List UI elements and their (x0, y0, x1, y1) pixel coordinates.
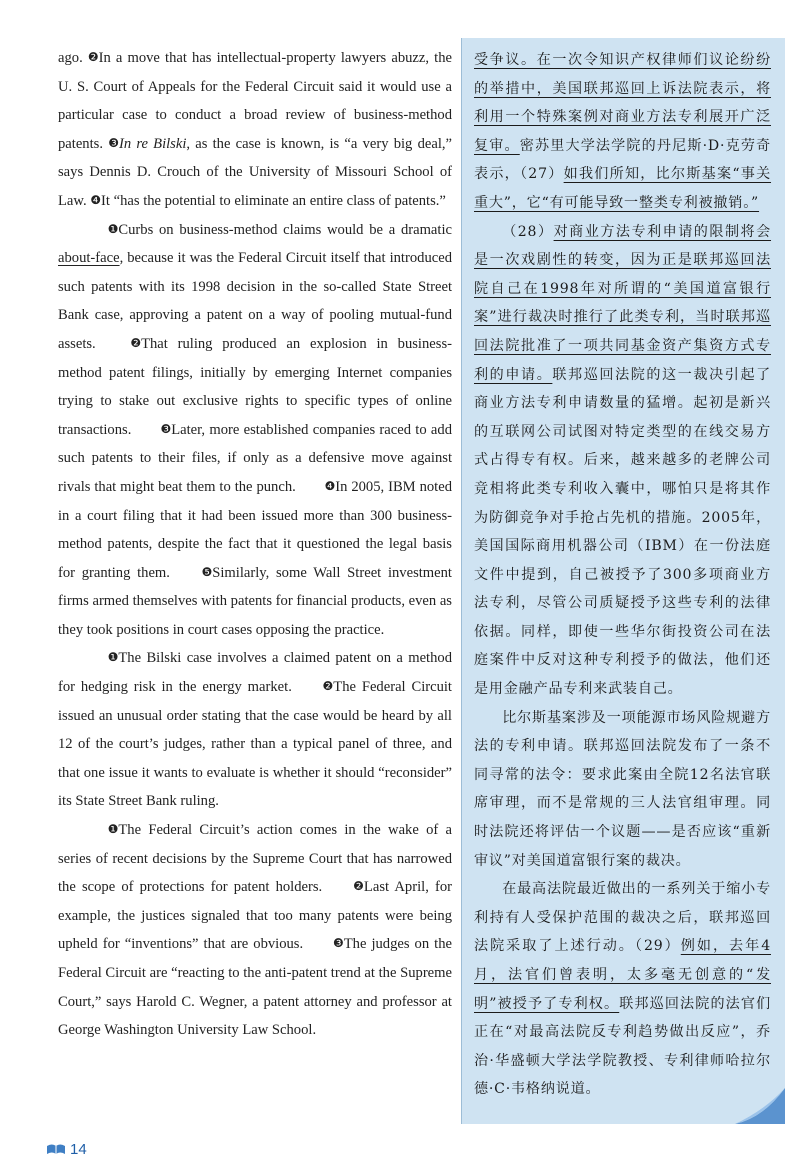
sentence-marker: ❹ (324, 478, 336, 493)
sentence-marker: ❺ (201, 564, 213, 579)
chinese-paragraph-1 (474, 46, 771, 218)
sentence-marker: ❶ (107, 822, 119, 837)
text-run: 联邦巡回法院的法官们正在“对最高法院反专利趋势做出反应”，乔治·华盛顿大学法学院教授、专利律师哈拉尔德·C·韦格纳说道。 (474, 995, 771, 1098)
english-paragraph-4 (58, 816, 452, 1045)
english-paragraph-1 (58, 44, 452, 216)
sentence-marker: ❷ (322, 679, 334, 694)
text-run: The Federal Circuit’s action comes in the wake of a series of recent decisions by the Supreme Court that has narrowed the scope of protections for patent holders. (58, 822, 452, 896)
text-run: （28） (502, 223, 554, 240)
text-run: 联邦巡回法院的这一裁决引起了商业方法专利申请数量的猛增。起初是新兴的互联网公司试图对特定类型的在线交易方式占得专有权。后来，越来越多的老牌公司竞相将此类专利收入囊中，哪怕只是将其作为防御竞争对手抢占先机的措施。2005年，美国国际商用机器公司（IBM）在一份法庭文件中提到，自己被授予了300多项商业方法专利，尽管公司质疑授予这些专利的法律依据。同样，即使一些华尔街投资公司在法庭案件中反对这种专利授予的做法，他们还是用金融产品专利来武装自己。 (474, 366, 772, 698)
text-run: That ruling produced an explosion in business-method patent filings, initially by emerging Internet companies trying to stake out exclusive rights to specific types of online transactions. (58, 335, 452, 438)
text-run: In 2005, IBM noted in a court filing that it had been issued more than 300 business-method patents, despite the fact that it questioned the legal basis for granting them. (58, 478, 453, 581)
text-run: 密苏里大学法学院的丹尼斯·D·克劳奇表示，（27） (474, 137, 771, 183)
text-run: , because it was the Federal Circuit itself that introduced such patents with its 1998 decision in the so-called State Street Bank case, approving a patent on a way of pooling mutual-fund assets. (58, 250, 452, 352)
sentence-marker: ❸ (160, 421, 172, 436)
text-run: The Bilski case involves a claimed patent on a method for hedging risk in the energy market. (58, 650, 452, 696)
underlined-text: 对商业方法专利申请的限制将会是一次戏剧性的转变，因为正是联邦巡回法院自己在1998年对所谓的“美国道富银行案”进行裁决时推行了此类专利，当时联邦巡回法院批准了一项共同基金资产集资方式专利的申请。 (474, 223, 772, 383)
english-paragraph-2 (58, 216, 452, 645)
text-run: Similarly, some Wall Street investment firms armed themselves with patents for financial products, even as they took positions in court cases opposing the practice. (58, 564, 452, 638)
sentence-marker: ❷ (87, 50, 99, 64)
page-curl-decoration (735, 1088, 785, 1124)
text-run: It “has the potential to eliminate an entire class of patents.” (101, 192, 446, 209)
english-column (58, 44, 452, 1045)
sentence-marker: ❸ (332, 936, 344, 951)
chinese-paragraph-4 (474, 875, 771, 1104)
page-number: 14 (70, 1141, 87, 1158)
text-run: The judges on the Federal Circuit are “reacting to the anti-patent trend at the Supreme Court,” says Harold C. Wegner, a patent attorney and professor at George Washington University Law School. (58, 936, 452, 1039)
text-run: ago. (58, 50, 88, 66)
text-run: In a move that has intellectual-property lawyers abuzz, the U. S. Court of Appeals for the Federal Circuit said it would use a particular case to conduct a broad review of business-method patents. (58, 50, 452, 152)
text-run: Curbs on business-method claims would be a dramatic (118, 221, 452, 238)
text-run: 比尔斯基案涉及一项能源市场风险规避方法的专利申请。联邦巡回法院发布了一条不同寻常的法令：要求此案由全院12名法官联席审理，而不是常规的三人法官组审理。同时法院还将评估一个议题——是否应该“重新审议”对美国道富银行案的裁决。 (474, 709, 771, 869)
sentence-marker: ❷ (130, 335, 142, 350)
page-footer (46, 1141, 87, 1158)
sentence-marker: ❷ (353, 879, 364, 894)
text-run: 在最高法院最近做出的一系列关于缩小专利持有人受保护范围的裁决之后，联邦巡回法院采取了上述行动。（29） (474, 881, 771, 955)
underlined-text: 受争议。在一次令知识产权律师们议论纷纷的举措中，美国联邦巡回上诉法院表示，将利用一个特殊案例对商业方法专利展开广泛复审。 (474, 52, 771, 154)
underlined-text: 例如，去年4月，法官们曾表明，太多毫无创意的“发明”被授予了专利权。 (474, 938, 771, 1012)
underlined-text: about-face (58, 250, 120, 267)
book-icon (46, 1143, 66, 1157)
text-run: Last April, for example, the justices signaled that too many patents were being upheld for “inventions” that are obvious. (58, 879, 452, 953)
sentence-marker: ❶ (107, 221, 119, 236)
sentence-marker: ❹ (90, 192, 102, 207)
chinese-translation-panel (461, 38, 785, 1124)
sentence-marker: ❶ (107, 650, 119, 665)
chinese-paragraph-2 (474, 218, 771, 704)
text-run: Later, more established companies raced to add such patents to their files, if only as a defensive move against rivals that might beat them to the punch. (58, 421, 452, 495)
underlined-text: 如我们所知，比尔斯基案“事关重大”，它“有可能导致一整类专利被撤销。” (474, 166, 772, 211)
chinese-paragraph-3 (474, 704, 771, 876)
sentence-marker: ❸ (108, 135, 119, 150)
text-run: , as the case is known, is “a very big deal,” says Dennis D. Crouch of the University of Missouri School of Law. (58, 135, 452, 209)
english-paragraph-3 (58, 644, 452, 816)
text-run: The Federal Circuit issued an unusual order stating that the case would be heard by all 12 of the court’s judges, rather than a typical panel of three, and that one issue it wants to evaluate is whether it should “reconsider” its State Street Bank ruling. (58, 679, 452, 810)
case-name-italic: In re Bilski (118, 135, 187, 152)
